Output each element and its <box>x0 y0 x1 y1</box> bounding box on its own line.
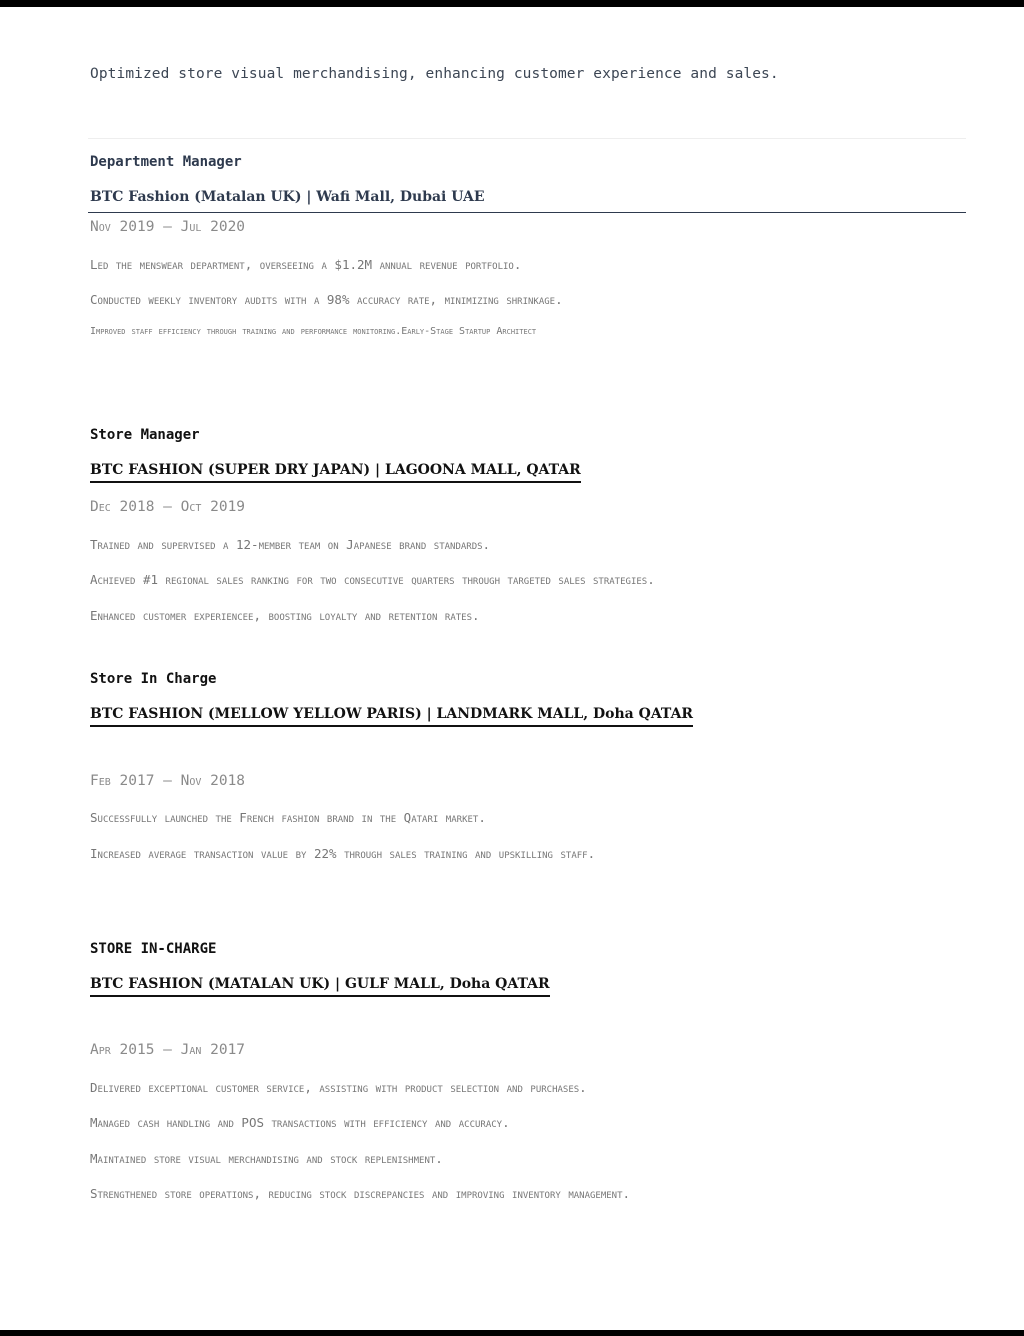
section-divider <box>88 138 966 139</box>
job-dates: Nov 2019 – Jul 2020 <box>90 219 246 235</box>
job-bullet: Managed cash handling and POS transactions with efficiency and accuracy. <box>90 1115 510 1130</box>
job-title-department-manager: Department Manager <box>90 154 242 170</box>
job-bullet: Achieved #1 regional sales ranking for two consecutive quarters through targeted sales strategies. <box>90 572 655 587</box>
job-dates: Apr 2015 – Jan 2017 <box>90 1042 246 1058</box>
job-company-gulf-mall: BTC FASHION (MATALAN UK) | GULF MALL, Doha QATAR <box>90 976 550 997</box>
job-company-landmark-mall: BTC FASHION (MELLOW YELLOW PARIS) | LANDMARK MALL, Doha QATAR <box>90 706 693 727</box>
job-bullet: Enhanced customer experiencee, boosting loyalty and retention rates. <box>90 608 480 623</box>
job-title-store-manager: Store Manager <box>90 427 200 443</box>
intro-line: Optimized store visual merchandising, enhancing customer experience and sales. <box>90 66 779 82</box>
company-underline-rule <box>88 212 966 213</box>
job-bullet: Increased average transaction value by 22% through sales training and upskilling staff. <box>90 846 596 861</box>
job-bullet: Strengthened store operations, reducing stock discrepancies and improving inventory management. <box>90 1186 631 1201</box>
job-bullet: Successfully launched the French fashion brand in the Qatari market. <box>90 810 486 825</box>
top-border <box>0 0 1024 7</box>
job-company-wafi-mall: BTC Fashion (Matalan UK) | Wafi Mall, Dubai UAE <box>90 189 485 205</box>
job-company-lagoona-mall: BTC FASHION (SUPER DRY JAPAN) | LAGOONA MALL, QATAR <box>90 462 581 483</box>
job-dates: Dec 2018 – Oct 2019 <box>90 499 246 515</box>
job-dates: Feb 2017 – Nov 2018 <box>90 773 246 789</box>
job-bullet: Delivered exceptional customer service, assisting with product selection and purchases. <box>90 1080 587 1095</box>
job-bullet: Led the menswear department, overseeing a $1.2M annual revenue portfolio. <box>90 257 522 272</box>
job-title-store-in-charge: Store In Charge <box>90 671 217 687</box>
job-bullet: Conducted weekly inventory audits with a 98% accuracy rate, minimizing shrinkage. <box>90 292 563 307</box>
job-bullet: Improved staff efficiency through training and performance monitoring.Early-Stage Startup Architect <box>90 326 537 337</box>
bottom-border <box>0 1330 1024 1336</box>
job-bullet: Maintained store visual merchandising and stock replenishment. <box>90 1151 443 1166</box>
job-bullet: Trained and supervised a 12-member team on Japanese brand standards. <box>90 537 491 552</box>
job-title-store-in-charge-gulf: STORE IN-CHARGE <box>90 941 217 957</box>
